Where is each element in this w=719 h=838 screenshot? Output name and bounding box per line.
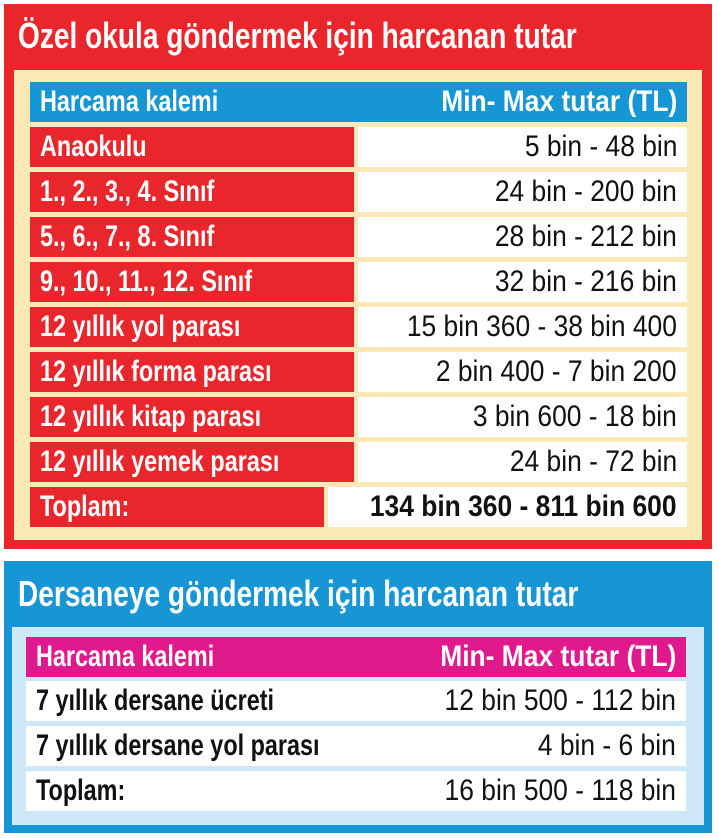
prep-course-title: Dersaneye göndermek için harcanan tutar — [18, 573, 579, 614]
table-row — [30, 172, 687, 212]
table-row — [30, 397, 687, 437]
table-row — [30, 127, 687, 167]
prep-course-body — [12, 627, 704, 825]
header-amount: Min- Max tutar (TL) — [440, 85, 677, 118]
table-row — [30, 262, 687, 302]
row-item: 5., 6., 7., 8. Sınıf — [30, 217, 354, 257]
total-amount: 16 bin 500 - 118 bin — [413, 771, 686, 811]
prep-course-table — [26, 637, 686, 816]
table-row — [30, 307, 687, 347]
table-row — [26, 681, 686, 721]
row-amount: 24 bin - 72 bin — [358, 442, 687, 482]
table-row — [26, 726, 686, 766]
row-item: 9., 10., 11., 12. Sınıf — [30, 262, 354, 302]
prep-course-panel — [4, 561, 712, 833]
private-school-header — [30, 82, 687, 122]
row-amount: 3 bin 600 - 18 bin — [358, 397, 687, 437]
row-item: 7 yıllık dersane yol parası — [26, 726, 519, 766]
row-item: 12 yıllık yemek parası — [30, 442, 354, 482]
total-row — [26, 771, 686, 811]
table-row — [30, 352, 687, 392]
private-school-panel — [4, 4, 712, 549]
row-amount: 24 bin - 200 bin — [358, 172, 687, 212]
row-item: 12 yıllık yol parası — [30, 307, 354, 347]
table-row — [30, 217, 687, 257]
total-label: Toplam: — [26, 771, 413, 811]
private-school-body — [14, 70, 702, 540]
row-item: 1., 2., 3., 4. Sınıf — [30, 172, 354, 212]
row-amount: 4 bin - 6 bin — [519, 726, 686, 766]
row-item: Anaokulu — [30, 127, 354, 167]
header-item: Harcama kalemi — [40, 85, 219, 118]
private-school-table — [30, 82, 687, 532]
row-item: 12 yıllık forma parası — [30, 352, 354, 392]
row-amount: 28 bin - 212 bin — [358, 217, 687, 257]
row-amount: 32 bin - 216 bin — [358, 262, 687, 302]
prep-course-header — [26, 637, 686, 677]
total-amount: 134 bin 360 - 811 bin 600 — [328, 487, 687, 527]
private-school-title: Özel okula göndermek için harcanan tutar — [18, 15, 577, 56]
total-label: Toplam: — [30, 487, 324, 527]
header-item: Harcama kalemi — [36, 640, 215, 673]
row-item: 7 yıllık dersane ücreti — [26, 681, 413, 721]
row-amount: 15 bin 360 - 38 bin 400 — [358, 307, 687, 347]
table-row — [30, 442, 687, 482]
row-amount: 5 bin - 48 bin — [358, 127, 687, 167]
row-amount: 2 bin 400 - 7 bin 200 — [358, 352, 687, 392]
total-row — [30, 487, 687, 527]
row-amount: 12 bin 500 - 112 bin — [413, 681, 686, 721]
row-item: 12 yıllık kitap parası — [30, 397, 354, 437]
header-amount: Min- Max tutar (TL) — [439, 640, 676, 673]
